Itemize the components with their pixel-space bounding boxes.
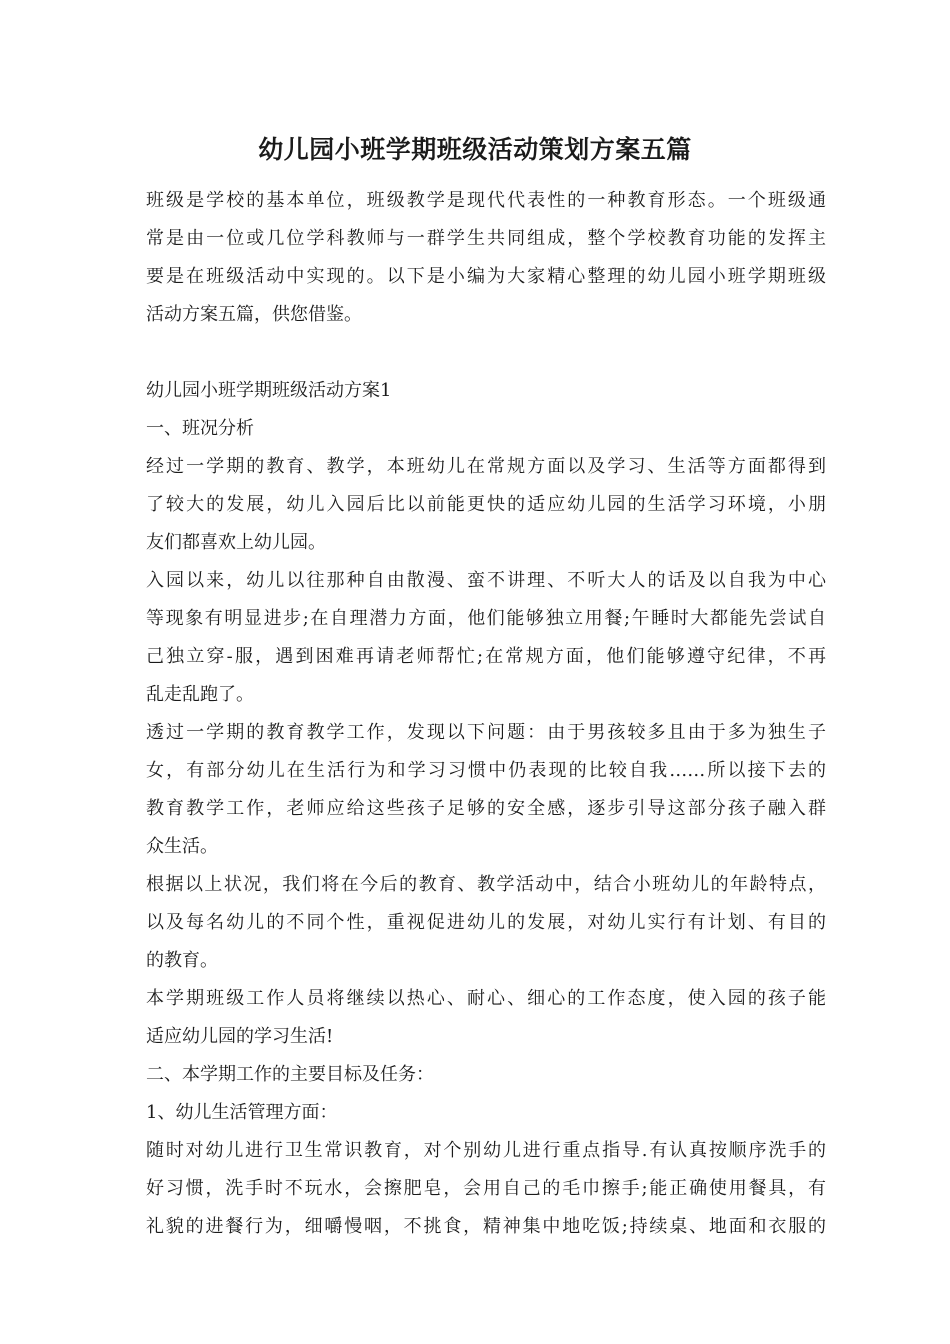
item-heading: 1、幼儿生活管理方面： bbox=[146, 1102, 338, 1123]
text-line: 要是在班级活动中实现的。以下是小编为大家精心整理的幼儿园小班学期班级 bbox=[146, 266, 826, 287]
text-line: 根据以上状况，我们将在今后的教育、教学活动中，结合小班幼儿的年龄特点， bbox=[146, 874, 826, 895]
text-line: 礼貌的进餐行为，细嚼慢咽，不挑食，精神集中地吃饭;持续桌、地面和衣服的 bbox=[146, 1216, 826, 1237]
text-line: 好习惯，洗手时不玩水，会擦肥皂，会用自己的毛巾擦手;能正确使用餐具，有 bbox=[146, 1178, 826, 1199]
paragraph bbox=[146, 866, 826, 980]
text-line: 己独立穿-服，遇到困难再请老师帮忙;在常规方面，他们能够遵守纪律，不再 bbox=[146, 646, 826, 667]
text-line: 透过一学期的教育教学工作，发现以下问题：由于男孩较多且由于多为独生子 bbox=[146, 722, 826, 743]
text-line: 众生活。 bbox=[146, 836, 218, 857]
text-line: 经过一学期的教育、教学，本班幼儿在常规方面以及学习、生活等方面都得到 bbox=[146, 456, 826, 477]
text-line: 的教育。 bbox=[146, 950, 218, 971]
paragraph bbox=[146, 448, 826, 562]
intro-paragraph bbox=[146, 182, 826, 334]
text-line: 活动方案五篇，供您借鉴。 bbox=[146, 304, 362, 325]
text-line: 随时对幼儿进行卫生常识教育，对个别幼儿进行重点指导.有认真按顺序洗手的 bbox=[146, 1140, 826, 1161]
text-line: 入园以来，幼儿以往那种自由散漫、蛮不讲理、不听大人的话及以自我为中心 bbox=[146, 570, 826, 591]
text-line: 适应幼儿园的学习生活! bbox=[146, 1026, 334, 1047]
text-line: 以及每名幼儿的不同个性，重视促进幼儿的发展，对幼儿实行有计划、有目的 bbox=[146, 912, 826, 933]
section-heading: 幼儿园小班学期班级活动方案1 bbox=[146, 380, 392, 401]
text-line: 本学期班级工作人员将继续以热心、耐心、细心的工作态度，使入园的孩子能 bbox=[146, 988, 826, 1009]
text-line: 班级是学校的基本单位，班级教学是现代代表性的一种教育形态。一个班级通 bbox=[146, 190, 826, 211]
text-line: 友们都喜欢上幼儿园。 bbox=[146, 532, 326, 553]
paragraph bbox=[146, 1132, 826, 1246]
text-line: 了较大的发展，幼儿入园后比以前能更快的适应幼儿园的生活学习环境，小朋 bbox=[146, 494, 826, 515]
text-line: 乱走乱跑了。 bbox=[146, 684, 254, 705]
document-title: 幼儿园小班学期班级活动策划方案五篇 bbox=[258, 135, 692, 164]
text-line: 等现象有明显进步;在自理潜力方面，他们能够独立用餐;午睡时大都能先尝试自 bbox=[146, 608, 826, 629]
paragraph bbox=[146, 562, 826, 714]
paragraph bbox=[146, 714, 826, 866]
part-heading: 二、本学期工作的主要目标及任务： bbox=[146, 1064, 434, 1085]
paragraph-gap bbox=[146, 334, 826, 372]
text-line: 常是由一位或几位学科教师与一群学生共同组成，整个学校教育功能的发挥主 bbox=[146, 228, 826, 249]
document-body bbox=[146, 182, 826, 1246]
paragraph bbox=[146, 980, 826, 1056]
part-heading: 一、班况分析 bbox=[146, 418, 254, 439]
text-line: 教育教学工作，老师应给这些孩子足够的安全感，逐步引导这部分孩子融入群 bbox=[146, 798, 826, 819]
text-line: 女，有部分幼儿在生活行为和学习习惯中仍表现的比较自我……所以接下去的 bbox=[146, 760, 826, 781]
